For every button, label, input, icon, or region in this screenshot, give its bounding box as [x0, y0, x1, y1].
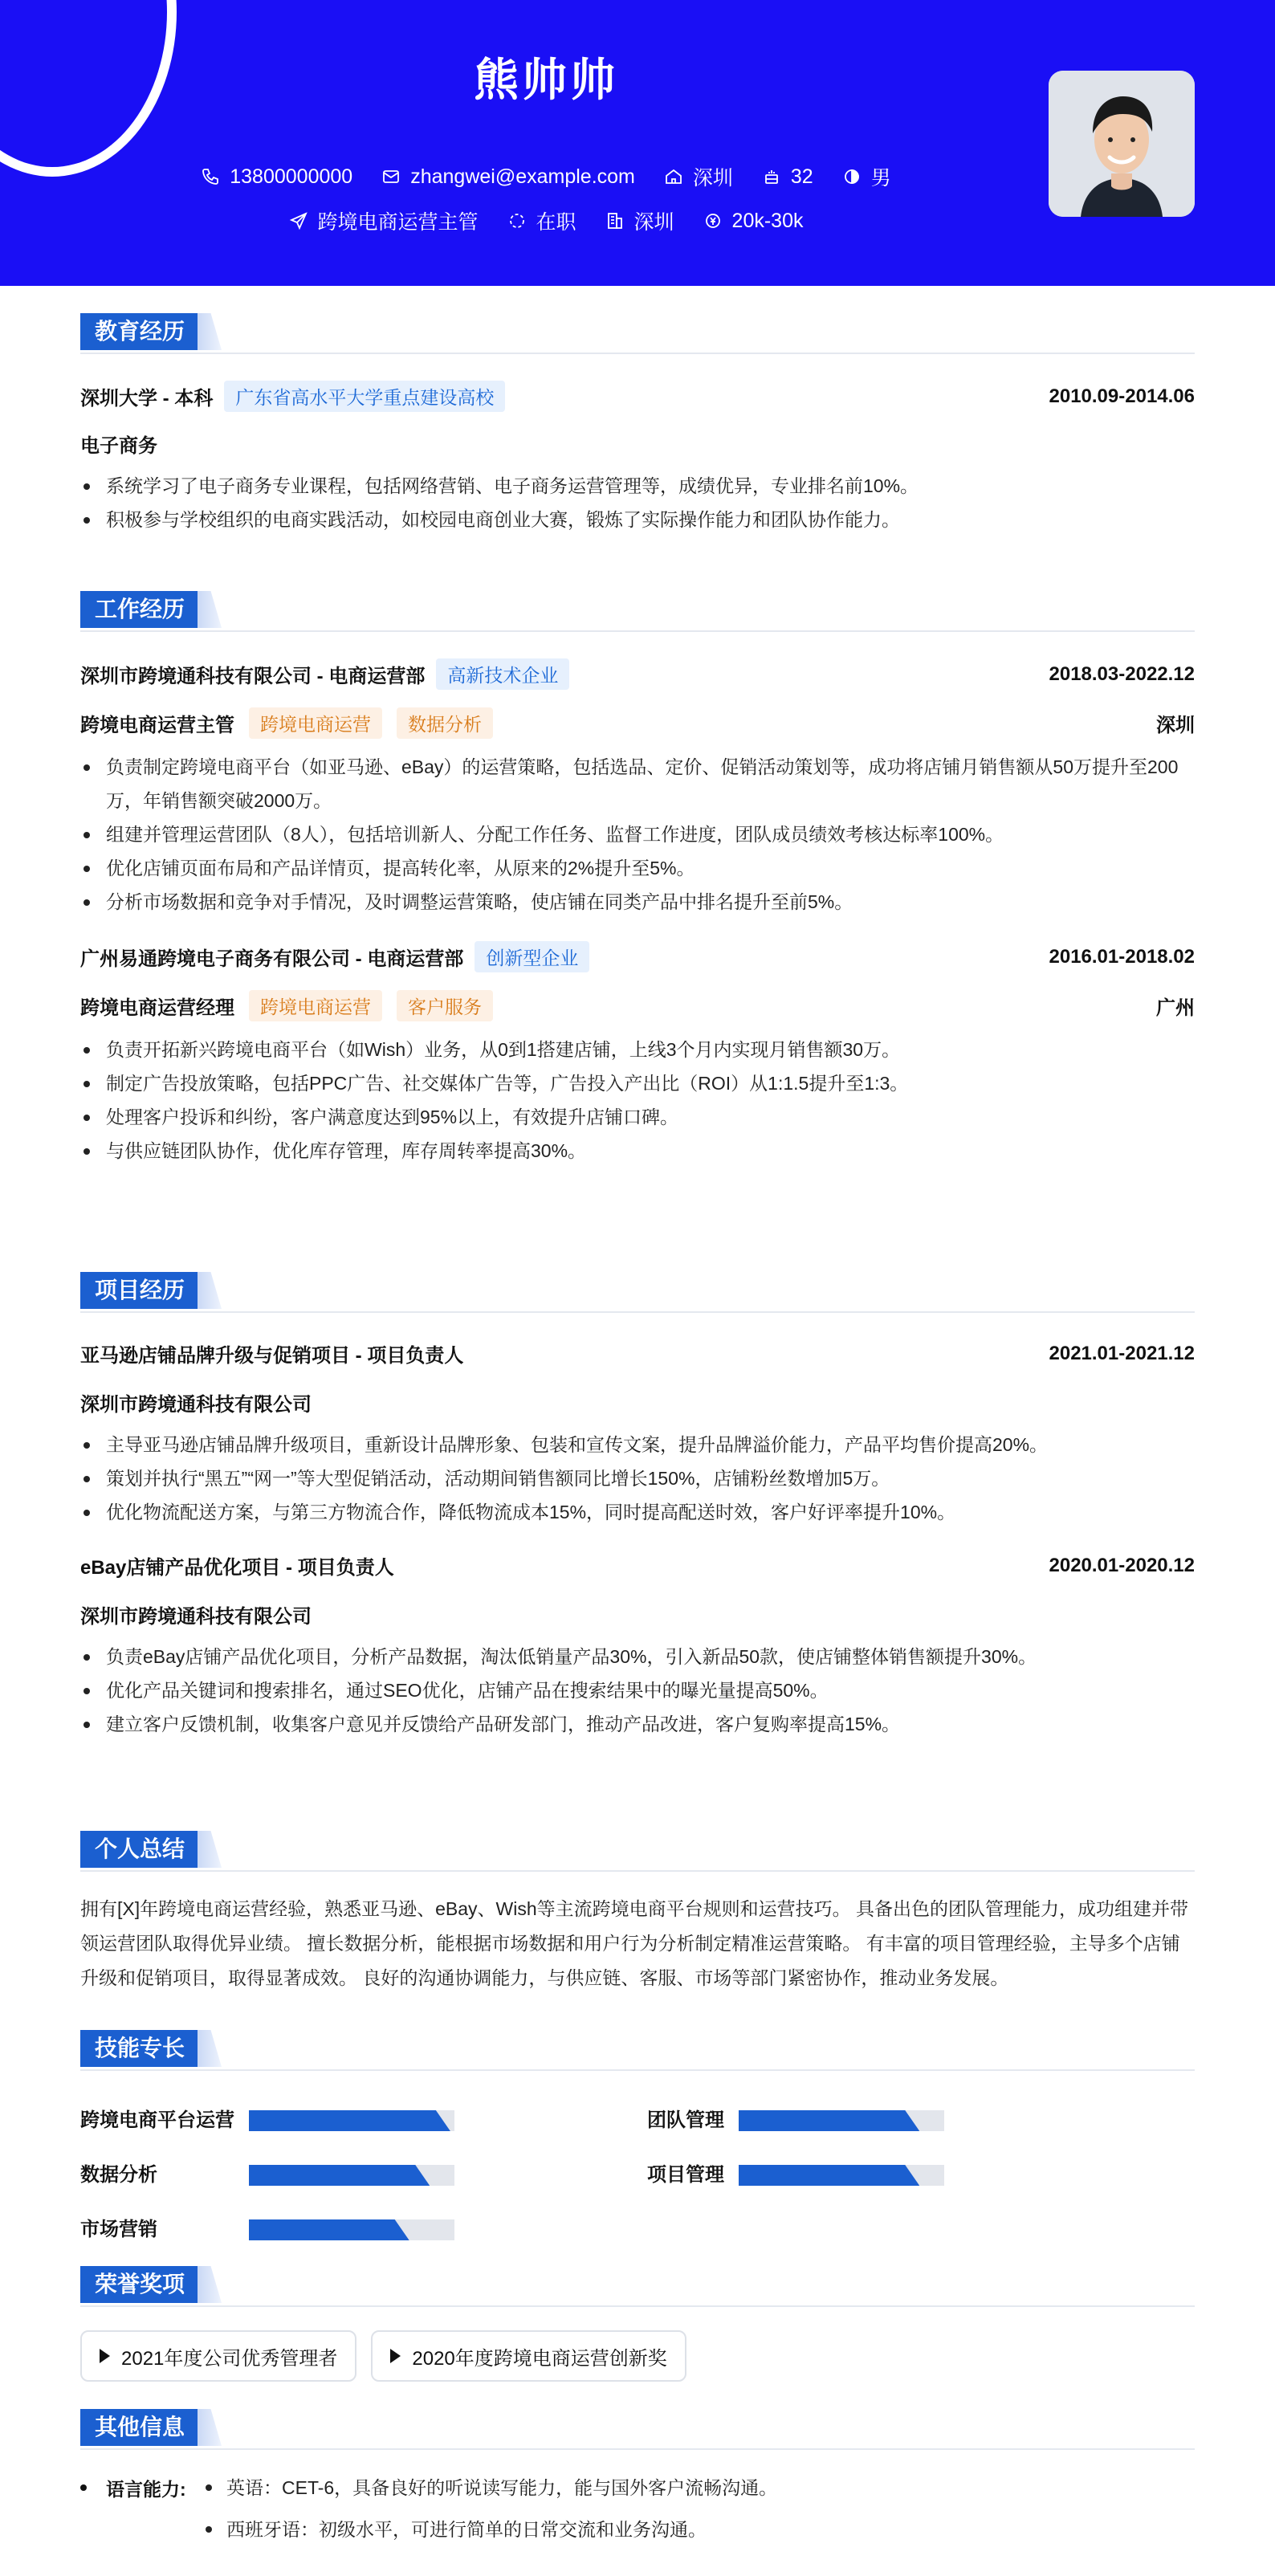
- project-period: 2021.01-2021.12: [1049, 1342, 1195, 1364]
- skill-bar-fill: [249, 2165, 430, 2186]
- project-company: 深圳市跨境通科技有限公司: [80, 1606, 312, 1628]
- project-name: 亚马逊店铺品牌升级与促销项目 - 项目负责人: [80, 1345, 464, 1367]
- language-list: [201, 2467, 777, 2550]
- major-row: [80, 430, 1195, 458]
- list-item: 组建并管理运营团队（8人），包括培训新人、分配工作任务、监督工作进度，团队成员绩效考核达标率100%。: [80, 817, 1195, 851]
- job-header: [80, 658, 1195, 690]
- building-icon: [605, 211, 625, 230]
- location-item: [664, 162, 733, 191]
- award-label: 2021年度公司优秀管理者: [121, 2347, 338, 2370]
- skill-name: 市场营销: [80, 2219, 157, 2240]
- phone-text: 13800000000: [230, 165, 353, 188]
- age-text: 32: [790, 165, 813, 188]
- major-name: 电子商务: [80, 435, 157, 457]
- list-item: 优化产品关键词和搜索排名，通过SEO优化，店铺产品在搜索结果中的曝光量提高50%。: [80, 1673, 1195, 1707]
- projects-section: [80, 1272, 1195, 1741]
- award-item: [371, 2330, 686, 2382]
- section-heading: [80, 591, 1195, 631]
- skills-section: [80, 2030, 1195, 2247]
- phone-item: [201, 165, 352, 189]
- skill-bar: [249, 2219, 454, 2240]
- award-item: [80, 2330, 356, 2382]
- education-bullets: [80, 469, 1195, 536]
- salary-item: [703, 210, 804, 233]
- resume-header: [0, 0, 1275, 286]
- gender-icon: [842, 167, 862, 186]
- intention-row: [0, 206, 1092, 235]
- school-name: 深圳大学 - 本科: [80, 388, 214, 410]
- target-job-text: 跨境电商运营主管: [317, 211, 479, 234]
- project-bullets: [80, 1640, 1195, 1741]
- mail-icon: [381, 167, 401, 186]
- list-item: 优化物流配送方案，与第三方物流合作，降低物流成本15%，同时提高配送时效，客户好评率提升10%。: [80, 1495, 1195, 1529]
- section-title: 其他信息: [80, 2409, 199, 2446]
- school-tag: 广东省高水平大学重点建设高校: [224, 381, 505, 412]
- role-name: 跨境电商运营主管: [80, 715, 234, 736]
- language-row: [80, 2467, 1195, 2550]
- education-section: [80, 313, 1195, 536]
- list-item: 积极参与学校组织的电商实践活动，如校园电商创业大赛，锻炼了实际操作能力和团队协作能力。: [80, 503, 1195, 536]
- list-item: 建立客户反馈机制，收集客户意见并反馈给产品研发部门，推动产品改进，客户复购率提高15%。: [80, 1707, 1195, 1741]
- skill-bar-fill: [249, 2219, 409, 2240]
- age-item: [762, 165, 813, 189]
- profile-photo: [1049, 71, 1195, 217]
- candidate-name: 熊帅帅: [474, 55, 618, 105]
- section-title: 荣誉奖项: [80, 2266, 199, 2303]
- section-title: 技能专长: [80, 2030, 199, 2067]
- skill-item: [80, 2104, 234, 2132]
- section-title-tail: [198, 1831, 222, 1868]
- skill-bar-fill: [739, 2110, 919, 2131]
- other-section: [80, 2409, 1195, 2550]
- contact-row: [0, 162, 1092, 191]
- list-item: 系统学习了电子商务专业课程，包括网络营销、电子商务运营管理等，成绩优异，专业排名前10%。: [80, 469, 1195, 503]
- section-heading: [80, 2266, 1195, 2306]
- skill-tag: 跨境电商运营: [249, 707, 382, 739]
- list-item: 与供应链团队协作，优化库存管理，库存周转率提高30%。: [80, 1134, 1195, 1168]
- section-title-tail: [198, 313, 222, 350]
- section-title: 工作经历: [80, 591, 199, 628]
- project-name: eBay店铺产品优化项目 - 项目负责人: [80, 1557, 394, 1579]
- list-item: 负责制定跨境电商平台（如亚马逊、eBay）的运营策略，包括选品、定价、促销活动策划等，成功将店铺月销售额从50万提升至200万，年销售额突破2000万。: [80, 750, 1195, 817]
- section-title-tail: [198, 591, 222, 628]
- summary-section: [80, 1831, 1195, 1995]
- section-divider: [80, 2448, 1195, 2450]
- skill-bar: [739, 2165, 944, 2186]
- role-row: [80, 990, 1195, 1021]
- list-item: 制定广告投放策略，包括PPC广告、社交媒体广告等，广告投入产出比（ROI）从1:1.5提升至1:3。: [80, 1066, 1195, 1100]
- section-title: 项目经历: [80, 1272, 199, 1309]
- list-item: 处理客户投诉和纠纷，客户满意度达到95%以上，有效提升店铺口碑。: [80, 1100, 1195, 1134]
- role-name: 跨境电商运营经理: [80, 997, 234, 1019]
- skill-name: 跨境电商平台运营: [80, 2109, 234, 2131]
- email-text: zhangwei@example.com: [410, 165, 635, 188]
- list-item: 负责eBay店铺产品优化项目，分析产品数据，淘汰低销量产品30%，引入新品50款，使店铺整体销售额提升30%。: [80, 1640, 1195, 1673]
- skill-tag: 数据分析: [397, 707, 493, 739]
- skill-bar: [249, 2110, 454, 2131]
- skill-name: 数据分析: [80, 2164, 157, 2186]
- send-icon: [289, 211, 308, 230]
- skill-bar-fill: [249, 2110, 450, 2131]
- work-section: [80, 591, 1195, 1168]
- awards-section: [80, 2266, 1195, 2382]
- awards-list: [80, 2330, 1195, 2382]
- skill-name: 项目管理: [647, 2164, 724, 2186]
- list-item: 策划并执行“黑五”“网一”等大型促销活动，活动期间销售额同比增长150%，店铺粉丝数增加5万。: [80, 1461, 1195, 1495]
- section-title: 个人总结: [80, 1831, 199, 1868]
- project-header: [80, 1551, 1195, 1579]
- summary-text: 拥有[X]年跨境电商运营经验，熟悉亚马逊、eBay、Wish等主流跨境电商平台规则和运营技巧。 具备出色的团队管理能力，成功组建并带领运营团队取得优异业绩。 擅长数据分析，能根据市场数据和用户行为分析制定精准运营策略。 有丰富的项目管理经验，主导多个店铺升级和促销项目，取得显著成效。 良好的沟通协调能力，与供应链、客服、市场等部门紧密协作，推动业务发展。: [80, 1898, 1189, 1988]
- skill-tag: 跨境电商运营: [249, 990, 382, 1021]
- section-heading: [80, 2030, 1195, 2070]
- job-header: [80, 941, 1195, 972]
- company-name: 深圳市跨境通科技有限公司 - 电商运营部: [80, 666, 426, 687]
- section-heading: [80, 1831, 1195, 1871]
- list-item: 英语：CET-6，具备良好的听说读写能力，能与国外客户流畅沟通。: [201, 2467, 777, 2509]
- project-period: 2020.01-2020.12: [1049, 1554, 1195, 1576]
- skill-bar-fill: [739, 2165, 919, 2186]
- bullet-dot: [80, 2484, 87, 2491]
- job-city: 广州: [1156, 997, 1195, 1019]
- job-bullets: [80, 750, 1195, 919]
- role-row: [80, 707, 1195, 739]
- company-name: 广州易通跨境电子商务有限公司 - 电商运营部: [80, 948, 464, 970]
- project-header: [80, 1339, 1195, 1367]
- section-heading: [80, 313, 1195, 353]
- project-company-row: [80, 1388, 1195, 1416]
- gender-text: 男: [870, 167, 891, 190]
- job-period: 2016.01-2018.02: [1049, 945, 1195, 968]
- project-bullets: [80, 1428, 1195, 1529]
- skill-item: [647, 2158, 724, 2187]
- language-label: 语言能力:: [106, 2478, 186, 2500]
- section-divider: [80, 2305, 1195, 2307]
- status-text: 在职: [536, 211, 576, 234]
- list-item: 主导亚马逊店铺品牌升级项目，重新设计品牌形象、包装和宣传文案，提升品牌溢价能力，产品平均售价提高20%。: [80, 1428, 1195, 1461]
- gender-item: [842, 162, 891, 191]
- award-label: 2020年度跨境电商运营创新奖: [412, 2347, 667, 2370]
- section-divider: [80, 353, 1195, 354]
- list-item: 负责开拓新兴跨境电商平台（如Wish）业务，从0到1搭建店铺，上线3个月内实现月销售额30万。: [80, 1033, 1195, 1066]
- job-city: 深圳: [1156, 715, 1195, 736]
- section-title: 教育经历: [80, 313, 199, 350]
- target-city-text: 深圳: [633, 211, 674, 234]
- skill-item: [80, 2213, 157, 2241]
- play-icon: [390, 2349, 401, 2363]
- section-heading: [80, 2409, 1195, 2449]
- company-tag: 高新技术企业: [436, 658, 569, 690]
- skill-item: [647, 2104, 724, 2132]
- phone-icon: [201, 167, 220, 186]
- list-item: 分析市场数据和竞争对手情况，及时调整运营策略，使店铺在同类产品中排名提升至前5%。: [80, 885, 1195, 919]
- project-company: 深圳市跨境通科技有限公司: [80, 1394, 312, 1416]
- cake-icon: [762, 167, 781, 186]
- education-entry-header: [80, 381, 1195, 412]
- play-icon: [100, 2349, 110, 2363]
- section-title-tail: [198, 2266, 222, 2303]
- section-title-tail: [198, 2409, 222, 2446]
- target-job-item: [289, 206, 479, 235]
- location-text: 深圳: [692, 167, 733, 190]
- status-item: [507, 206, 576, 235]
- skills-grid: [80, 2070, 1195, 2247]
- skill-bar: [739, 2110, 944, 2131]
- email-item: [381, 165, 635, 189]
- section-divider: [80, 630, 1195, 632]
- section-title-tail: [198, 1272, 222, 1309]
- list-item: 西班牙语：初级水平，可进行简单的日常交流和业务沟通。: [201, 2509, 777, 2550]
- skill-name: 团队管理: [647, 2109, 724, 2131]
- skill-item: [80, 2158, 157, 2187]
- target-city-item: [605, 206, 674, 235]
- section-heading: [80, 1272, 1195, 1312]
- money-icon: [703, 211, 723, 230]
- job-period: 2018.03-2022.12: [1049, 662, 1195, 685]
- avatar-icon: [1049, 71, 1195, 217]
- skill-tag: 客户服务: [397, 990, 493, 1021]
- language-label-wrap: [80, 2467, 201, 2509]
- section-title-tail: [198, 2030, 222, 2067]
- list-item: 优化店铺页面布局和产品详情页，提高转化率，从原来的2%提升至5%。: [80, 851, 1195, 885]
- salary-text: 20k-30k: [731, 209, 804, 232]
- company-tag: 创新型企业: [475, 941, 589, 972]
- education-period: 2010.09-2014.06: [1049, 385, 1195, 407]
- section-divider: [80, 1311, 1195, 1313]
- loader-icon: [507, 211, 527, 230]
- section-divider: [80, 1870, 1195, 1872]
- home-icon: [664, 167, 683, 186]
- skill-bar: [249, 2165, 454, 2186]
- job-bullets: [80, 1033, 1195, 1168]
- project-company-row: [80, 1600, 1195, 1628]
